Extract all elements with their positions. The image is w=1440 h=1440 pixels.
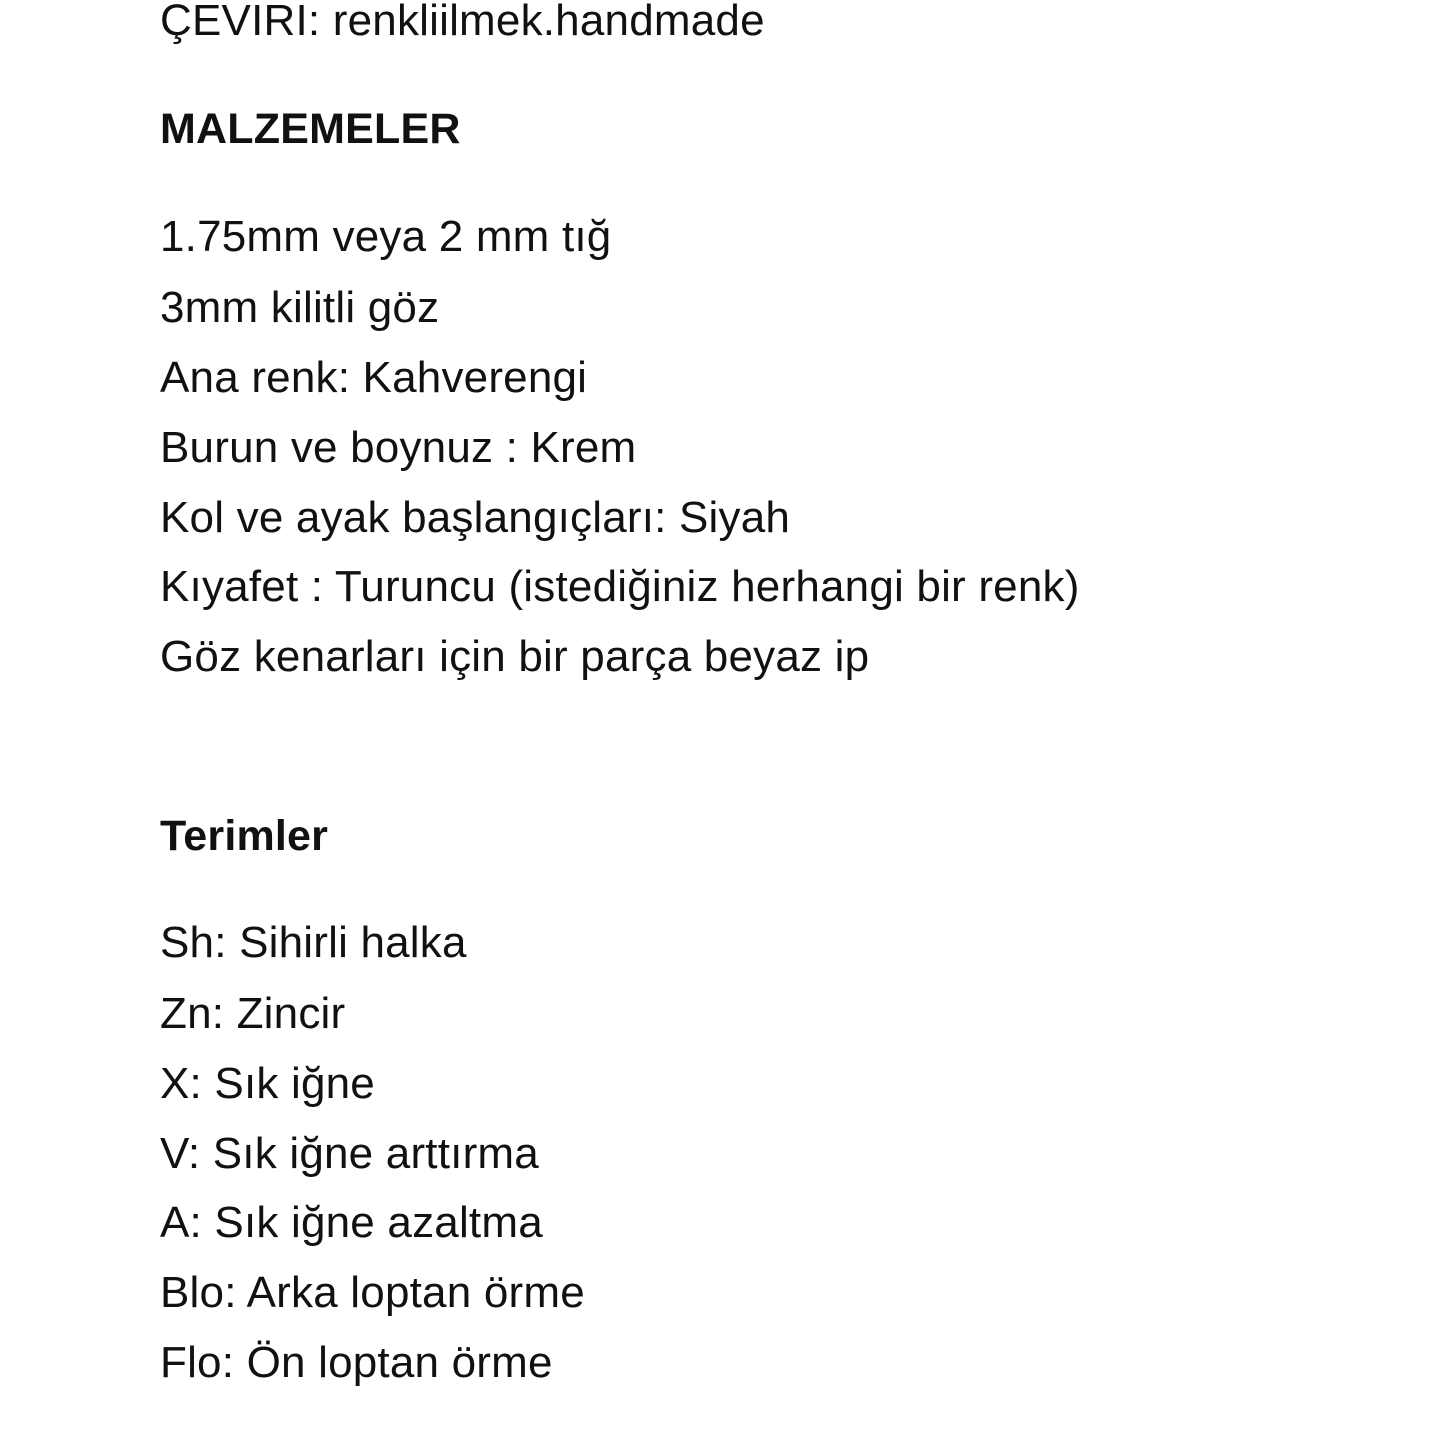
material-item: Ana renk: Kahverengi [160, 353, 588, 402]
term-item: V: Sık iğne arttırma [160, 1129, 539, 1178]
material-item: Kol ve ayak başlangıçları: Siyah [160, 493, 791, 542]
materials-heading: MALZEMELER [160, 105, 461, 153]
material-item: 3mm kilitli göz [160, 283, 440, 332]
term-item: Flo: Ön loptan örme [160, 1338, 553, 1387]
material-item: Burun ve boynuz : Krem [160, 423, 637, 472]
material-item: 1.75mm veya 2 mm tığ [160, 212, 612, 261]
term-item: Blo: Arka loptan örme [160, 1268, 585, 1317]
material-item: Kıyafet : Turuncu (istediğiniz herhangi bir renk) [160, 562, 1080, 611]
terms-heading: Terimler [160, 812, 329, 860]
translation-credit: ÇEVIRI: renkliilmek.handmade [160, 0, 765, 45]
term-item: X: Sık iğne [160, 1059, 375, 1108]
term-item: A: Sık iğne azaltma [160, 1198, 543, 1247]
term-item: Sh: Sihirli halka [160, 918, 467, 967]
material-item: Göz kenarları için bir parça beyaz ip [160, 632, 870, 681]
term-item: Zn: Zincir [160, 989, 346, 1038]
